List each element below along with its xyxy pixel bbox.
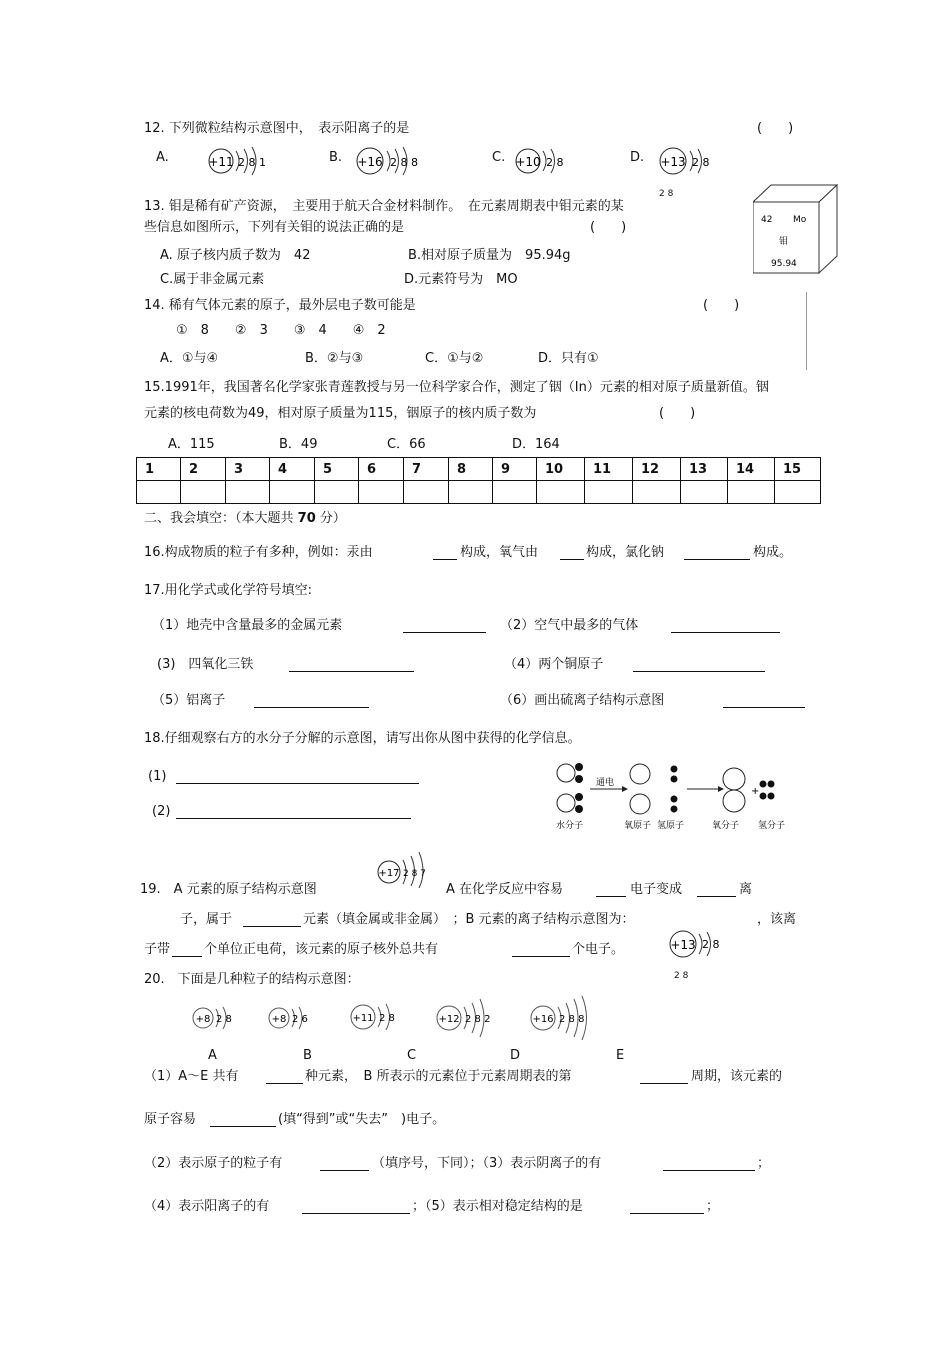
q20-s3-part2: （填序号，下同）；（3）表示阴离子的有 bbox=[372, 1156, 602, 1171]
hydrogen-atom bbox=[671, 776, 678, 783]
label-hydrogen-molecule: 氢分子 bbox=[758, 821, 786, 831]
nucleus-label: +12 bbox=[438, 1014, 460, 1025]
table-header-cell: 9 bbox=[493, 458, 537, 481]
answer-cell[interactable] bbox=[315, 481, 359, 504]
q17-blank-6[interactable] bbox=[723, 693, 805, 708]
q14-option-b: B．②与③ bbox=[305, 351, 364, 366]
q19-blank-3[interactable] bbox=[243, 912, 301, 927]
q14-stem: 14. 稀有气体元素的原子，最外层电子数可能是 bbox=[144, 298, 416, 313]
answer-cell[interactable] bbox=[449, 481, 493, 504]
q19-blank-1[interactable] bbox=[596, 882, 626, 897]
element-name: 钼 bbox=[779, 237, 789, 247]
q18-line-1-label: (1) bbox=[148, 769, 167, 784]
q12-option-c-label: C. bbox=[492, 150, 506, 165]
q17-item-6: （6）画出硫离子结构示意图 bbox=[500, 693, 665, 708]
oxygen-molecule-atom bbox=[723, 768, 745, 790]
label-oxygen-atom: 氧原子 bbox=[624, 821, 652, 831]
answer-table-answer-row bbox=[137, 481, 821, 504]
q16-blank-3[interactable] bbox=[684, 545, 750, 560]
stray-shell-label: 2 8 bbox=[674, 971, 689, 981]
q13-answer-paren: ( ) bbox=[590, 220, 627, 235]
q12-option-b-label: B. bbox=[329, 150, 343, 165]
table-header-cell: 6 bbox=[359, 458, 404, 481]
plus-sign: + bbox=[751, 786, 760, 797]
q19-blank-4[interactable] bbox=[172, 942, 202, 957]
answer-table-header-row bbox=[137, 458, 821, 481]
q20-title: 20. 下面是几种粒子的结构示意图： bbox=[144, 972, 360, 987]
table-header-cell: 8 bbox=[449, 458, 493, 481]
answer-cell[interactable] bbox=[585, 481, 633, 504]
q20-s2-part1: 原子容易 bbox=[144, 1112, 197, 1127]
q13-stem-line2: 些信息如图所示，下列有关钼的说法正确的是 bbox=[144, 220, 405, 235]
q20-blank-3[interactable] bbox=[210, 1112, 276, 1127]
nucleus-label: +13 bbox=[670, 938, 696, 952]
shell-electrons: 2 8 8 bbox=[390, 156, 418, 169]
q20-blank-4[interactable] bbox=[320, 1156, 369, 1171]
q20-atom-c-diagram bbox=[347, 1000, 407, 1034]
table-header-cell: 5 bbox=[315, 458, 359, 481]
answer-cell[interactable] bbox=[226, 481, 270, 504]
table-header-cell: 7 bbox=[404, 458, 449, 481]
label-oxygen-molecule: 氧分子 bbox=[712, 821, 740, 831]
q19-part-c1: 子带 bbox=[144, 942, 171, 957]
answer-cell[interactable] bbox=[537, 481, 585, 504]
element-card-molybdenum bbox=[753, 184, 839, 276]
q20-label-a: A bbox=[208, 1048, 217, 1063]
table-header-cell: 10 bbox=[537, 458, 585, 481]
q12-option-b-atom-diagram bbox=[354, 146, 434, 176]
q13-option-b: B.相对原子质量为 95.94g bbox=[408, 248, 571, 263]
q17-item-2: （2）空气中最多的气体 bbox=[500, 618, 639, 633]
q13-option-d: D.元素符号为 MO bbox=[404, 272, 518, 287]
table-header-cell: 4 bbox=[270, 458, 315, 481]
oxygen-molecule-atom bbox=[723, 790, 745, 812]
arrow-head bbox=[622, 786, 628, 792]
table-header-cell: 3 bbox=[226, 458, 270, 481]
q20-blank-5[interactable] bbox=[663, 1156, 755, 1171]
q19-part-a4: 离 bbox=[739, 882, 753, 897]
element-mass: 95.94 bbox=[771, 259, 797, 269]
nucleus-label: +16 bbox=[357, 155, 383, 169]
q20-s2-part2: (填“得到”或“失去” )电子。 bbox=[278, 1112, 446, 1127]
hydrogen-atom bbox=[671, 766, 678, 773]
q16-part3: 构成，氯化钠 bbox=[586, 545, 665, 560]
nucleus-label: +8 bbox=[271, 1014, 287, 1025]
answer-cell[interactable] bbox=[404, 481, 449, 504]
q19-part-a2: A 在化学反应中容易 bbox=[446, 882, 564, 897]
q17-blank-4[interactable] bbox=[633, 657, 765, 672]
table-header-cell: 13 bbox=[681, 458, 728, 481]
answer-table bbox=[136, 457, 821, 504]
oxygen-atom bbox=[630, 794, 650, 814]
q20-atom-a-diagram bbox=[189, 1003, 249, 1033]
shell-electrons: 2 8 7 bbox=[403, 869, 426, 879]
q16-part1: 16.构成物质的粒子有多种，例如：汞由 bbox=[144, 545, 373, 560]
q15-option-c: C．66 bbox=[387, 437, 426, 452]
q12-answer-paren: ( ) bbox=[757, 121, 794, 136]
q20-atom-e-diagram bbox=[527, 994, 607, 1042]
answer-cell[interactable] bbox=[493, 481, 537, 504]
q12-stem: 12. 下列微粒结构示意图中， 表示阳离子的是 bbox=[144, 121, 410, 136]
q20-atom-b-diagram bbox=[265, 1003, 325, 1033]
q14-option-d: D．只有① bbox=[538, 351, 599, 366]
q20-blank-1[interactable] bbox=[266, 1069, 303, 1084]
stray-shell-label: 2 8 bbox=[659, 189, 674, 199]
answer-cell[interactable] bbox=[137, 481, 181, 504]
answer-cell[interactable] bbox=[728, 481, 775, 504]
section-2-score: 70 bbox=[297, 511, 316, 526]
q13-option-a: A. 原子核内质子数为 42 bbox=[160, 248, 311, 263]
shell-electrons: 2 6 bbox=[292, 1014, 308, 1025]
q19-part-c3: 个电子。 bbox=[572, 942, 625, 957]
q19-part-a3: 电子变成 bbox=[630, 882, 683, 897]
nucleus-label: +11 bbox=[352, 1013, 374, 1024]
section-2-unit: 分） bbox=[319, 511, 346, 526]
q15-stem-line2: 元素的核电荷数为49，相对原子质量为115，铟原子的核内质子数为 bbox=[144, 406, 537, 421]
answer-cell[interactable] bbox=[775, 481, 821, 504]
q20-s1-part2: 种元素， B 所表示的元素位于元素周期表的第 bbox=[305, 1069, 572, 1084]
q13-option-c: C.属于非金属元素 bbox=[160, 272, 265, 287]
label-hydrogen-atom: 氢原子 bbox=[657, 821, 685, 831]
table-header-cell: 15 bbox=[775, 458, 821, 481]
oxygen-atom bbox=[630, 764, 650, 784]
arrow-label: 通电 bbox=[596, 778, 615, 788]
q18-blank-2[interactable] bbox=[176, 804, 411, 819]
shell-electrons: 2 8 bbox=[546, 156, 564, 169]
q20-blank-2[interactable] bbox=[640, 1069, 688, 1084]
q19-blank-5[interactable] bbox=[512, 942, 570, 957]
nucleus-label: +13 bbox=[660, 155, 686, 169]
q15-option-b: B．49 bbox=[279, 437, 318, 452]
answer-cell[interactable] bbox=[681, 481, 728, 504]
q16-blank-1[interactable] bbox=[433, 545, 457, 560]
section-2-title-text: 二、我会填空：（本大题共 bbox=[144, 511, 294, 526]
q15-answer-paren: ( ) bbox=[659, 406, 696, 421]
shell-electrons: 2 8 2 bbox=[465, 1014, 491, 1025]
shell-electrons: 2 8 bbox=[702, 938, 720, 951]
q20-label-b: B bbox=[303, 1048, 312, 1063]
q14-option-a: A．①与④ bbox=[160, 351, 219, 366]
element-number: 42 bbox=[761, 215, 773, 225]
hydrogen-atom bbox=[671, 796, 678, 803]
water-molecule bbox=[557, 763, 583, 783]
q20-blank-6[interactable] bbox=[302, 1199, 410, 1214]
nucleus-label: +17 bbox=[378, 868, 400, 879]
water-molecule bbox=[557, 793, 583, 813]
table-header-cell: 14 bbox=[728, 458, 775, 481]
table-header-cell: 11 bbox=[585, 458, 633, 481]
shell-electrons: 2 8 1 bbox=[238, 156, 266, 169]
q15-option-d: D．164 bbox=[512, 437, 560, 452]
q20-s1-part1: （1）A～E 共有 bbox=[144, 1069, 239, 1084]
q15-stem-line1: 15.1991年，我国著名化学家张青莲教授与另一位科学家合作，测定了铟（In）元素的相对原子质量新值。铟 bbox=[144, 380, 769, 395]
hydrogen-atom bbox=[671, 806, 678, 813]
shell-electrons: 2 8 8 bbox=[559, 1014, 585, 1025]
q19-ion-b-diagram bbox=[667, 929, 727, 959]
q20-atom-d-diagram bbox=[433, 996, 503, 1040]
table-header-cell: 1 bbox=[137, 458, 181, 481]
q20-label-d: D bbox=[510, 1048, 521, 1063]
q20-s4-part3: ； bbox=[706, 1199, 720, 1214]
q20-s3-part1: （2）表示原子的粒子有 bbox=[144, 1156, 283, 1171]
q19-blank-2[interactable] bbox=[697, 882, 736, 897]
q17-item-3: (3) 四氧化三铁 bbox=[157, 657, 254, 672]
answer-cell[interactable] bbox=[359, 481, 404, 504]
label-water-molecule: 水分子 bbox=[556, 821, 584, 831]
q14-option-c: C．①与② bbox=[425, 351, 484, 366]
shell-electrons: 2 8 bbox=[379, 1013, 395, 1024]
q20-label-c: C bbox=[407, 1048, 417, 1063]
q20-s4-part2: ；（5）表示相对稳定结构的是 bbox=[412, 1199, 583, 1214]
table-header-cell: 2 bbox=[181, 458, 226, 481]
nucleus-label: +16 bbox=[532, 1014, 554, 1025]
q19-part-a1: 19. A 元素的原子结构示意图 bbox=[140, 882, 317, 897]
q20-label-e: E bbox=[616, 1048, 625, 1063]
q20-blank-7[interactable] bbox=[630, 1199, 704, 1214]
q12-option-a-label: A. bbox=[156, 150, 169, 165]
nucleus-label: +11 bbox=[208, 155, 234, 169]
q15-option-a: A．115 bbox=[168, 437, 215, 452]
q16-blank-2[interactable] bbox=[560, 545, 584, 560]
table-header-cell: 12 bbox=[633, 458, 681, 481]
q16-part2: 构成，氧气由 bbox=[460, 545, 539, 560]
q16-part4: 构成。 bbox=[753, 545, 793, 560]
q17-item-4: （4）两个铜原子 bbox=[504, 657, 604, 672]
nucleus-label: +8 bbox=[195, 1014, 211, 1025]
q17-blank-3[interactable] bbox=[289, 657, 414, 672]
q18-title: 18.仔细观察右方的水分子分解的示意图，请写出你从图中获得的化学信息。 bbox=[144, 731, 581, 746]
q18-line-2-label: (2) bbox=[152, 804, 171, 819]
q19-atom-a-diagram bbox=[375, 848, 435, 888]
margin-line bbox=[806, 292, 807, 370]
q12-option-d-label: D. bbox=[630, 150, 645, 165]
q17-title: 17.用化学式或化学符号填空: bbox=[144, 583, 313, 598]
q20-s1-part3: 周期，该元素的 bbox=[691, 1069, 783, 1084]
arrow-head bbox=[718, 786, 724, 792]
section-2-title bbox=[144, 511, 346, 527]
q12-option-a-atom-diagram bbox=[206, 146, 276, 176]
q17-item-5: （5）铝离子 bbox=[152, 693, 226, 708]
nucleus-label: +10 bbox=[515, 155, 541, 169]
q14-answer-paren: ( ) bbox=[703, 298, 740, 313]
shell-electrons: 2 8 bbox=[692, 156, 710, 169]
answer-cell[interactable] bbox=[270, 481, 315, 504]
q17-item-1: （1）地壳中含量最多的金属元素 bbox=[152, 618, 343, 633]
water-decomposition-diagram bbox=[552, 762, 800, 832]
q20-s4-part1: （4）表示阳离子的有 bbox=[144, 1199, 270, 1214]
answer-cell[interactable] bbox=[633, 481, 681, 504]
q13-stem-line1: 13. 钼是稀有矿产资源， 主要用于航天合金材料制作。 在元素周期表中钼元素的某 bbox=[144, 199, 624, 214]
q17-blank-1[interactable] bbox=[403, 618, 486, 633]
shell-electrons: 2 8 bbox=[216, 1014, 232, 1025]
q17-blank-5[interactable] bbox=[254, 693, 369, 708]
q18-blank-1[interactable] bbox=[176, 769, 419, 784]
q19-part-b2: 元素（填金属或非金属） ；B 元素的离子结构示意图为： bbox=[303, 912, 635, 927]
answer-cell[interactable] bbox=[181, 481, 226, 504]
element-symbol: Mo bbox=[793, 215, 807, 225]
q19-part-b3: ，该离 bbox=[757, 912, 797, 927]
q19-part-c2: 个单位正电荷，该元素的原子核外总共有 bbox=[204, 942, 439, 957]
q19-part-b1: 子，属于 bbox=[180, 912, 233, 927]
q14-items: ① 8 ② 3 ③ 4 ④ 2 bbox=[176, 323, 386, 338]
q12-option-d-atom-diagram bbox=[657, 146, 727, 176]
q17-blank-2[interactable] bbox=[671, 618, 780, 633]
q12-option-c-atom-diagram bbox=[513, 146, 583, 176]
q20-s3-part3: ； bbox=[757, 1156, 771, 1171]
